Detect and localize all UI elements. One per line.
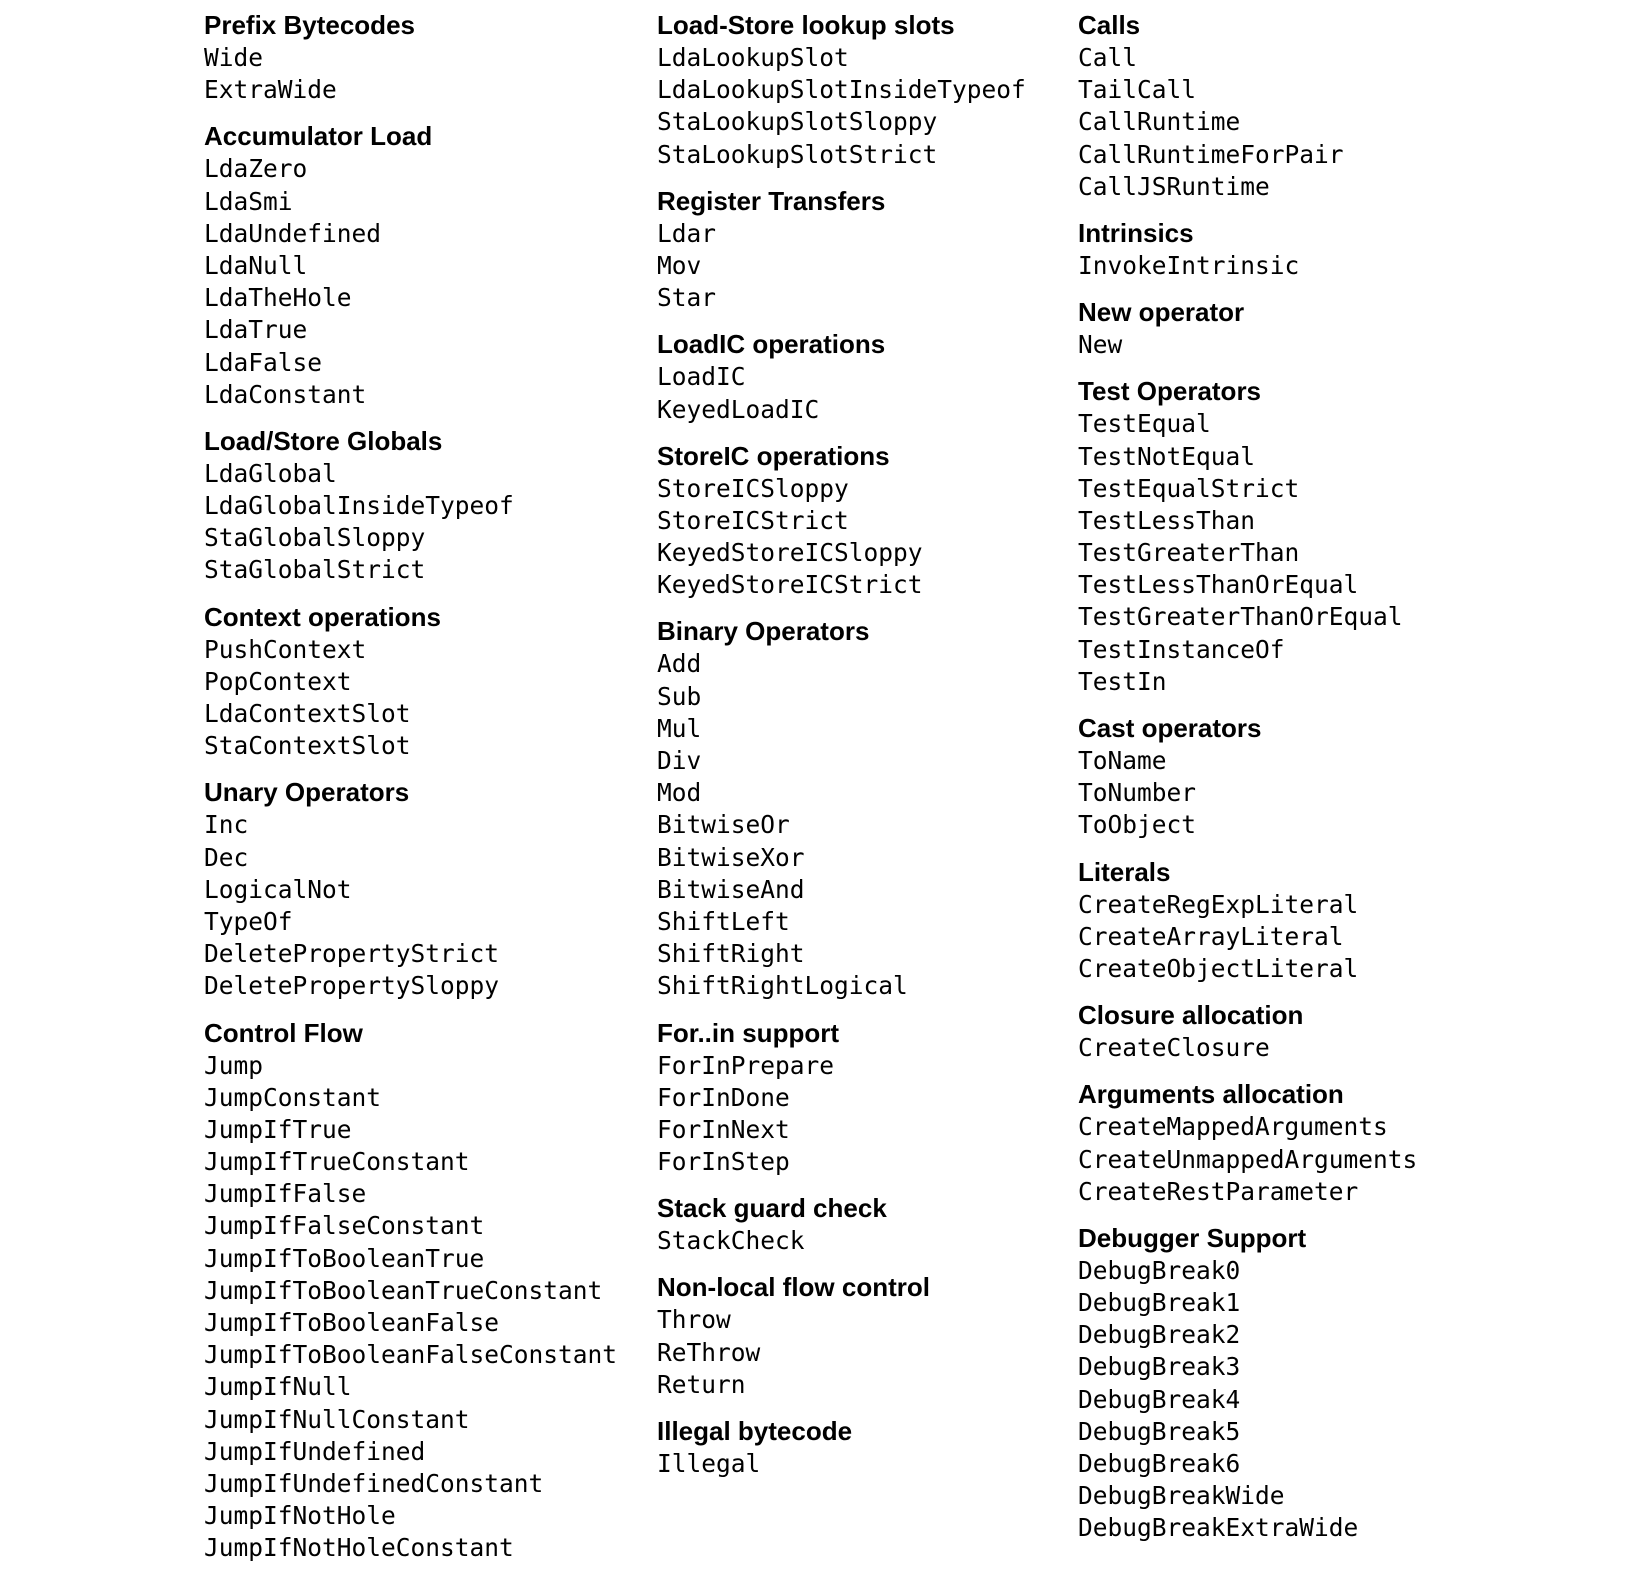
bytecode-item: StaLookupSlotStrict (657, 139, 938, 169)
bytecode-item: CreateClosure (1078, 1033, 1270, 1063)
bytecode-item: TestGreaterThanOrEqual (1078, 602, 1403, 632)
group-heading: StoreIC operations (657, 440, 890, 471)
bytecode-item: DebugBreak4 (1078, 1384, 1241, 1414)
group-heading: Context operations (204, 601, 441, 632)
bytecode-item: TestGreaterThan (1078, 538, 1300, 568)
bytecode-list (1078, 408, 1417, 698)
bytecode-item: KeyedStoreICStrict (657, 570, 923, 600)
bytecode-list (204, 1050, 617, 1565)
group-heading: Literals (1078, 856, 1171, 887)
bytecode-item: Return (657, 1369, 746, 1399)
group-heading: LoadIC operations (657, 329, 886, 360)
bytecode-list (204, 42, 617, 106)
bytecode-group (1078, 8, 1417, 203)
bytecode-list (657, 1304, 1026, 1401)
bytecode-list (204, 458, 617, 587)
bytecode-item: Inc (204, 810, 249, 840)
bytecode-item: ShiftLeft (657, 906, 790, 936)
bytecode-item: Jump (204, 1050, 264, 1080)
bytecode-group (1078, 855, 1417, 986)
bytecode-item: BitwiseAnd (657, 874, 805, 904)
bytecode-list (1078, 1032, 1417, 1064)
bytecode-item: JumpIfToBooleanFalse (204, 1308, 500, 1337)
group-heading: Stack guard check (657, 1193, 887, 1224)
bytecode-item: New (1078, 330, 1123, 360)
bytecode-item: Call (1078, 43, 1138, 72)
group-heading: Accumulator Load (204, 121, 433, 152)
bytecode-item: ToObject (1078, 810, 1197, 840)
bytecode-item: JumpIfTrueConstant (204, 1147, 470, 1177)
group-heading: Calls (1078, 10, 1141, 40)
group-heading: New operator (1078, 297, 1245, 328)
group-heading: Closure allocation (1078, 1000, 1304, 1031)
bytecode-item: LdaContextSlot (204, 699, 411, 728)
group-heading: Unary Operators (204, 777, 410, 808)
bytecode-item: CreateArrayLiteral (1078, 921, 1344, 951)
bytecode-item: LdaZero (204, 154, 308, 184)
bytecode-item: JumpIfNotHoleConstant (204, 1533, 514, 1563)
group-heading: Illegal bytecode (657, 1416, 853, 1446)
bytecode-list (204, 153, 617, 411)
bytecode-group (1078, 1077, 1417, 1208)
bytecode-item: JumpIfNull (204, 1372, 352, 1402)
group-heading: Intrinsics (1078, 217, 1194, 248)
bytecode-group (657, 1016, 1026, 1179)
group-heading: Register Transfers (657, 185, 886, 216)
bytecode-list (657, 361, 1026, 425)
bytecode-item: TestInstanceOf (1078, 634, 1285, 664)
bytecode-item: Illegal (657, 1449, 761, 1478)
bytecode-list (1078, 1111, 1417, 1208)
bytecode-list (657, 473, 1026, 602)
bytecode-item: ForInDone (657, 1082, 790, 1112)
bytecode-group (1078, 295, 1417, 361)
bytecode-item: StoreICSloppy (657, 473, 849, 503)
bytecode-item: DeletePropertySloppy (204, 971, 500, 1001)
bytecode-group (204, 8, 617, 106)
bytecode-item: JumpIfUndefinedConstant (204, 1468, 544, 1498)
group-heading: Debugger Support (1078, 1222, 1307, 1253)
bytecode-item: ForInNext (657, 1114, 790, 1144)
bytecode-item: TestIn (1078, 666, 1167, 696)
bytecode-item: Ldar (657, 218, 717, 248)
bytecode-list (1078, 745, 1417, 842)
bytecode-column-3 (1078, 8, 1417, 1558)
bytecode-item: LogicalNot (204, 874, 352, 904)
bytecode-item: TestEqualStrict (1078, 473, 1300, 503)
bytecode-item: DebugBreakWide (1078, 1481, 1285, 1511)
bytecode-item: Mul (657, 713, 702, 743)
bytecode-item: StaLookupSlotSloppy (657, 107, 938, 137)
bytecode-group (1078, 374, 1417, 698)
bytecode-item: LdaNull (204, 250, 308, 280)
bytecode-group (1078, 711, 1417, 842)
bytecode-item: JumpIfToBooleanFalseConstant (204, 1340, 618, 1370)
bytecode-list (1078, 1255, 1417, 1545)
bytecode-group (657, 614, 1026, 1002)
bytecode-list (204, 634, 617, 763)
group-heading: Load/Store Globals (204, 425, 443, 456)
bytecode-item: StaGlobalSloppy (204, 523, 426, 553)
group-heading: Non-local flow control (657, 1272, 930, 1303)
bytecode-item: StaContextSlot (204, 731, 411, 761)
bytecode-group (657, 327, 1026, 425)
group-heading: Binary Operators (657, 616, 870, 647)
bytecode-item: LdaGlobal (204, 458, 337, 488)
bytecode-item: CallJSRuntime (1078, 171, 1270, 201)
bytecode-list (204, 809, 617, 1002)
bytecode-item: Throw (657, 1305, 731, 1335)
bytecode-item: JumpIfToBooleanTrueConstant (204, 1275, 603, 1305)
bytecode-item: ToNumber (1078, 778, 1197, 808)
bytecode-group (657, 1270, 1026, 1401)
bytecode-item: DebugBreak6 (1078, 1449, 1241, 1478)
group-heading: Cast operators (1078, 713, 1262, 743)
bytecode-item: LdaSmi (204, 186, 293, 216)
bytecode-item: JumpIfToBooleanTrue (204, 1243, 485, 1273)
bytecode-item: ToName (1078, 746, 1167, 775)
bytecode-item: JumpIfUndefined (204, 1436, 426, 1466)
bytecode-item: LdaTrue (204, 315, 308, 345)
bytecode-item: LdaFalse (204, 347, 323, 377)
bytecode-item: Mod (657, 778, 702, 808)
bytecode-item: CreateRestParameter (1078, 1176, 1359, 1206)
bytecode-item: Add (657, 649, 702, 679)
bytecode-item: CallRuntimeForPair (1078, 139, 1344, 169)
bytecode-item: JumpIfNullConstant (204, 1404, 470, 1434)
bytecode-item: LdaLookupSlotInsideTypeof (657, 75, 1026, 105)
bytecode-list (657, 1050, 1026, 1179)
bytecode-item: ExtraWide (204, 75, 337, 105)
bytecode-list (1078, 42, 1417, 203)
bytecode-item: LdaTheHole (204, 283, 352, 313)
bytecode-item: JumpIfFalseConstant (204, 1211, 485, 1241)
bytecode-item: Sub (657, 681, 702, 711)
bytecode-item: Star (657, 283, 717, 313)
bytecode-group (657, 439, 1026, 602)
bytecode-item: JumpIfNotHole (204, 1501, 396, 1531)
bytecode-list (1078, 889, 1417, 986)
bytecode-item: BitwiseOr (657, 810, 790, 840)
bytecode-group (204, 775, 617, 1002)
bytecode-item: CallRuntime (1078, 107, 1241, 137)
bytecode-list (1078, 329, 1417, 361)
bytecode-group (1078, 1221, 1417, 1545)
bytecode-item: Div (657, 746, 702, 775)
bytecode-item: JumpIfTrue (204, 1114, 352, 1144)
bytecode-group (657, 1414, 1026, 1480)
bytecode-item: JumpConstant (204, 1082, 382, 1112)
bytecode-item: PushContext (204, 634, 367, 664)
bytecode-item: ForInPrepare (657, 1050, 835, 1080)
bytecode-item: TestNotEqual (1078, 441, 1256, 471)
bytecode-group (204, 600, 617, 763)
bytecode-list (1078, 250, 1417, 282)
bytecode-list (657, 42, 1026, 171)
bytecode-item: LdaLookupSlot (657, 43, 849, 72)
bytecode-item: LdaUndefined (204, 218, 382, 248)
bytecode-item: LdaConstant (204, 379, 367, 409)
bytecode-item: StoreICStrict (657, 505, 849, 535)
bytecode-item: CreateMappedArguments (1078, 1112, 1388, 1142)
bytecode-item: DebugBreak2 (1078, 1320, 1241, 1350)
bytecode-item: DebugBreak5 (1078, 1416, 1241, 1446)
bytecode-item: TailCall (1078, 75, 1197, 105)
bytecode-item: LdaGlobalInsideTypeof (204, 491, 514, 521)
group-heading: Arguments allocation (1078, 1079, 1344, 1110)
bytecode-item: StaGlobalStrict (204, 555, 426, 585)
bytecode-group (657, 8, 1026, 171)
bytecode-item: DeletePropertyStrict (204, 939, 500, 969)
bytecode-item: CreateUnmappedArguments (1078, 1144, 1418, 1174)
bytecode-group (204, 424, 617, 587)
bytecode-item: PopContext (204, 666, 352, 696)
bytecode-item: CreateObjectLiteral (1078, 953, 1359, 983)
bytecode-item: BitwiseXor (657, 842, 805, 872)
bytecode-item: ShiftRight (657, 939, 805, 969)
bytecode-list (657, 218, 1026, 315)
bytecode-item: InvokeIntrinsic (1078, 250, 1300, 280)
bytecode-list (657, 1448, 1026, 1480)
bytecode-group (1078, 216, 1417, 282)
bytecode-item: ReThrow (657, 1337, 761, 1367)
bytecode-item: DebugBreak0 (1078, 1255, 1241, 1285)
bytecode-item: TestLessThan (1078, 505, 1256, 535)
bytecode-item: Wide (204, 43, 264, 72)
bytecode-group (1078, 998, 1417, 1064)
bytecode-item: Mov (657, 250, 702, 280)
bytecode-item: TypeOf (204, 906, 293, 936)
bytecode-group (657, 184, 1026, 315)
bytecode-group (657, 1191, 1026, 1257)
bytecode-list (657, 648, 1026, 1002)
bytecode-column-2 (657, 8, 1026, 1493)
group-heading: Load-Store lookup slots (657, 10, 955, 40)
bytecode-item: DebugBreak3 (1078, 1352, 1241, 1382)
bytecode-item: Dec (204, 842, 249, 872)
bytecode-item: LoadIC (657, 362, 746, 392)
bytecode-item: TestEqual (1078, 409, 1211, 439)
bytecode-item: DebugBreak1 (1078, 1288, 1241, 1318)
bytecode-item: CreateRegExpLiteral (1078, 889, 1359, 919)
bytecode-item: TestLessThanOrEqual (1078, 570, 1359, 600)
bytecode-column-1 (204, 8, 617, 1578)
bytecode-item: JumpIfFalse (204, 1179, 367, 1209)
group-heading: Control Flow (204, 1017, 363, 1048)
bytecode-list (657, 1225, 1026, 1257)
bytecode-item: KeyedStoreICSloppy (657, 538, 923, 568)
bytecode-item: ShiftRightLogical (657, 971, 908, 1001)
group-heading: For..in support (657, 1017, 839, 1048)
bytecode-item: StackCheck (657, 1226, 805, 1256)
group-heading: Test Operators (1078, 376, 1262, 407)
bytecode-group (204, 1016, 617, 1565)
group-heading: Prefix Bytecodes (204, 10, 415, 40)
bytecode-item: KeyedLoadIC (657, 394, 820, 424)
bytecode-group (204, 119, 617, 411)
bytecode-item: ForInStep (657, 1147, 790, 1177)
bytecode-item: DebugBreakExtraWide (1078, 1513, 1359, 1543)
